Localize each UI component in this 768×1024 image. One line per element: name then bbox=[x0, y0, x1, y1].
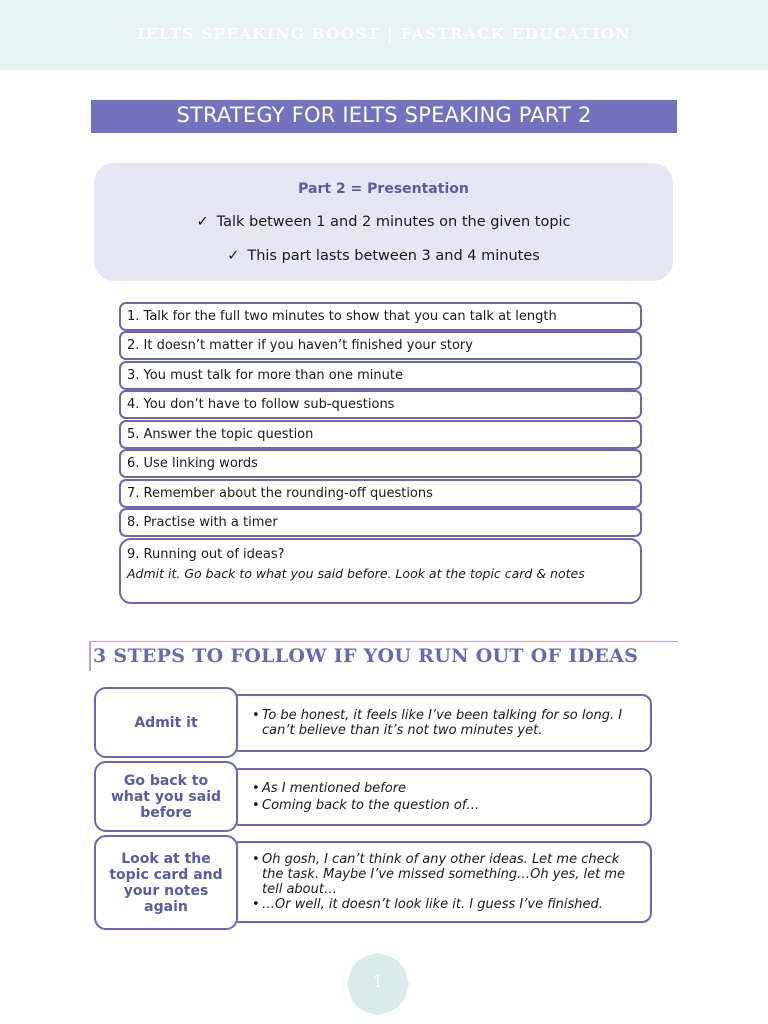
summary-item-text: Talk between 1 and 2 minutes on the given topic bbox=[216, 214, 571, 230]
summary-heading: Part 2 = Presentation bbox=[298, 181, 469, 197]
tip-item-running-out bbox=[119, 538, 642, 604]
tip-item: 2. It doesn’t matter if you haven’t finished your story bbox=[119, 331, 642, 360]
section-heading: 3 STEPS TO FOLLOW IF YOU RUN OUT OF IDEAS bbox=[93, 645, 639, 667]
tip-item: 7. Remember about the rounding-off questions bbox=[119, 479, 642, 508]
example-bullet bbox=[252, 897, 640, 912]
tip-item-detail: Admit it. Go back to what you said before. Look at the topic card & notes bbox=[127, 566, 585, 581]
tip-item: 6. Use linking words bbox=[119, 449, 642, 478]
step-examples bbox=[230, 694, 652, 752]
example-text: To be honest, it feels like I’ve been talking for so long. I can’t believe than it’s not two minutes yet. bbox=[262, 708, 623, 738]
example-text: …Or well, it doesn’t look like it. I guess I’ve finished. bbox=[262, 897, 603, 912]
title-bar bbox=[91, 100, 677, 133]
checkmark-icon: ✓ bbox=[196, 214, 209, 230]
summary-item bbox=[94, 214, 673, 230]
page-number: 1 bbox=[372, 972, 384, 992]
tip-item: 4. You don’t have to follow sub-questions bbox=[119, 390, 642, 419]
step-label: Go back to what you said before bbox=[94, 761, 238, 832]
bullet-icon: • bbox=[252, 897, 260, 912]
checkmark-icon: ✓ bbox=[227, 248, 240, 264]
summary-box bbox=[94, 163, 673, 281]
example-bullet bbox=[252, 798, 640, 813]
running-header: IELTS SPEAKING BOOST | FASTRACK EDUCATION bbox=[137, 25, 631, 43]
bullet-icon: • bbox=[252, 781, 260, 796]
example-bullet bbox=[252, 781, 640, 796]
example-text: Oh gosh, I can’t think of any other ideas. Let me check the task. Maybe I’ve missed something…Oh yes, let me tell about… bbox=[262, 852, 626, 897]
tip-item: 5. Answer the topic question bbox=[119, 420, 642, 449]
step-label: Look at the topic card and your notes again bbox=[94, 835, 238, 930]
section-divider bbox=[89, 641, 678, 642]
section-divider-vertical bbox=[89, 641, 91, 671]
example-text: As I mentioned before bbox=[262, 781, 407, 796]
bullet-icon: • bbox=[252, 798, 260, 813]
step-examples bbox=[230, 841, 652, 923]
bullet-icon: • bbox=[252, 708, 260, 723]
page-title: STRATEGY FOR IELTS SPEAKING PART 2 bbox=[176, 103, 592, 127]
step-examples bbox=[230, 768, 652, 826]
tip-item: 3. You must talk for more than one minute bbox=[119, 361, 642, 390]
example-text: Coming back to the question of… bbox=[262, 798, 480, 813]
tip-item: 8. Practise with a timer bbox=[119, 508, 642, 537]
step-label: Admit it bbox=[94, 687, 238, 758]
tip-item: 1. Talk for the full two minutes to show that you can talk at length bbox=[119, 302, 642, 331]
bullet-icon: • bbox=[252, 852, 260, 867]
summary-item bbox=[94, 248, 673, 264]
tip-item-label: 9. Running out of ideas? bbox=[127, 547, 285, 562]
example-bullet bbox=[252, 852, 640, 897]
example-bullet bbox=[252, 708, 640, 738]
summary-item-text: This part lasts between 3 and 4 minutes bbox=[247, 248, 540, 264]
